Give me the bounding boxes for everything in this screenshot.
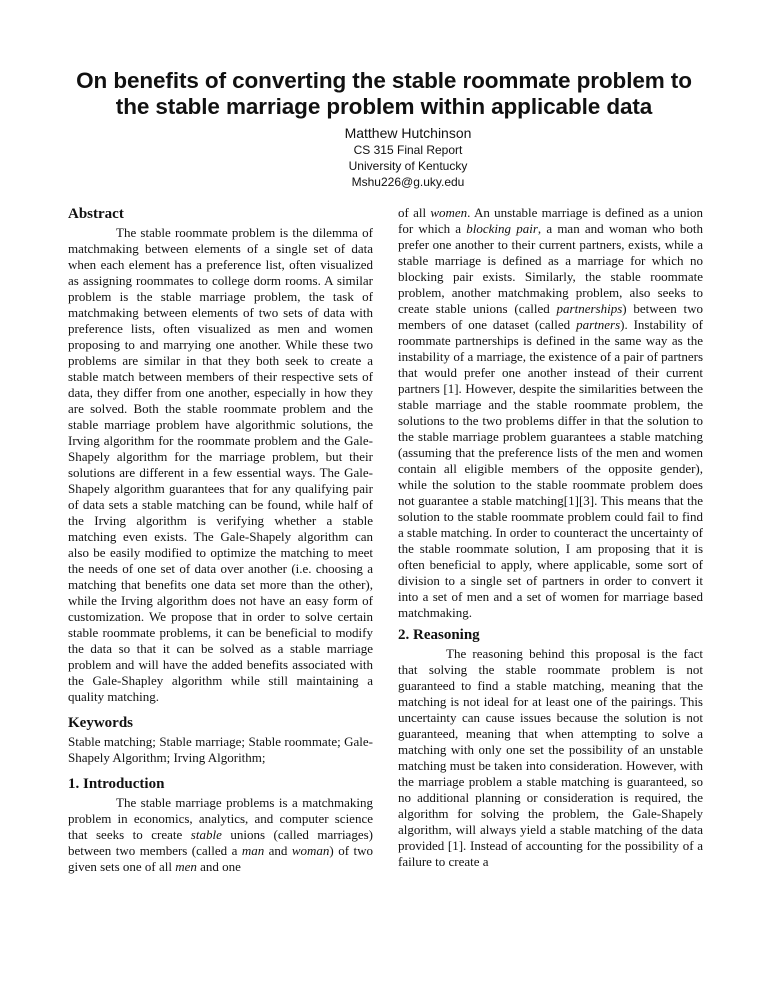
introduction-text <box>68 795 373 875</box>
reasoning-heading: 2. Reasoning <box>398 627 480 643</box>
emphasized-term: men <box>175 859 197 874</box>
intro-text-segment: and one <box>196 859 241 874</box>
abstract-text: The stable roommate problem is the dilemma of matchmaking between elements of a single set of data when each element has a preference list, often visualized as assigning roommates to college dorm rooms. A similar problem is the stable marriage problem, the task of matchmaking between elements of two sets of data with preference lists, often visualized as men and women proposing to and marrying one another. While these two problems are similar in that they both seek to create a stable match between members of their respective sets of data, they differ from one another, especially in how they are solved. Both the stable roommate problem and the stable marriage problem have algorithmic solutions, the Irving algorithm for the roommate problem and the Gale-Shapely algorithm for the marriage problem, but their solutions are different in a few essential ways. The Gale-Shapely algorithm guarantees that for any qualifying pair of data sets a stable matching can be found, while half of the Irving algorithm is verifying whether a stable matching even exists. The Gale-Shapely algorithm can also be easily modified to optimize the matching to meet the needs of one set of data over another (i.e. choosing a matching that benefits one data set more than the other), while the Irving algorithm does not have an easy form of customization. We propose that in order to solve certain stable roommate problems, it can be beneficial to modify the data so that it can be solved as a stable marriage problem and will have the added benefits associated with the Gale-Shapley algorithm while still maintaining a quality matching. <box>68 225 373 704</box>
intro-text-segment: ) of two given sets one of all <box>68 843 373 874</box>
intro-text-segment: The stable marriage problems is a matchmaking problem in economics, analytics, and computer science that seeks to create <box>68 795 373 842</box>
intro-text-segment: , a man and woman who both prefer one another to their current partners, exists, while a stable marriage is defined as a marriage for which no blocking pair exists. Similarly, the stable roommate problem, another matchmaking problem, also seeks to create stable unions (called <box>398 221 704 316</box>
emphasized-term: woman <box>291 843 330 858</box>
intro-text-segment: ). Instability of roommate partnerships is defined in the same way as the instability of a marriage, the existence of a pair of partners that would prefer one another instead of their current partners [1]. However, despite the similarities between the stable marriage and the stable roommate problem, the solutions to the two problems differ in that the solution to the stable marriage problem guarantees a stable matching (assuming that the preference lists of the men and women contain all eligible members of the opposite gender), while the solution to the stable roommate problem does not guarantee a stable matching[1][3]. This means that the solution to the stable roommate problem could fail to find a stable matching. In order to counteract the uncertainty of the stable roommate solution, I am proposing that it is often beneficial to apply, where applicable, some sort of division to a single set of partners in order to convert it into a set of men and a set of women for marriage based matchmaking. <box>398 317 703 620</box>
intro-text-segment: of all <box>398 205 431 220</box>
author-email: Mshu226@g.uky.edu <box>351 175 465 189</box>
university-line: University of Kentucky <box>348 159 468 173</box>
intro-text-segment: and <box>264 843 292 858</box>
right-column <box>398 205 703 870</box>
course-line: CS 315 Final Report <box>353 143 463 157</box>
abstract-heading: Abstract <box>68 206 124 222</box>
emphasized-term: partnerships <box>556 301 623 316</box>
emphasized-term: blocking pair <box>466 221 538 236</box>
reasoning-text: The reasoning behind this proposal is the fact that solving the stable roommate problem is not guaranteed to find a stable matching, meaning that the matching is not ideal for at least one of the pairings. This uncertainty can cause issues because the solution is not guaranteed, meaning that when attempting to solve a matching with only one set the possibility of an unstable matching must be taken into consideration. However, with the marriage problem a stable matching is guaranteed, so no additional planning or consideration is required, the algorithm for solving the problem, the Gale-Shapely algorithm, will always yield a stable matching of the data provided [1]. Instead of accounting for the possibility of a failure to create a <box>398 646 703 869</box>
emphasized-term: partners <box>576 317 621 332</box>
intro-text-segment: unions (called marriages) between two members (called a <box>68 827 373 858</box>
intro-text-segment: . An unstable marriage is defined as a union for which a <box>398 205 703 236</box>
keywords-text: Stable matching; Stable marriage; Stable roommate; Gale-Shapely Algorithm; Irving Algorithm; <box>68 734 373 765</box>
emphasized-term: man <box>241 843 265 858</box>
emphasized-term: women <box>430 205 468 220</box>
keywords-heading: Keywords <box>68 715 133 731</box>
left-column <box>68 205 373 875</box>
paper-title <box>0 68 768 120</box>
author-block <box>0 124 768 190</box>
introduction-text-continued <box>398 205 703 621</box>
author-name: Matthew Hutchinson <box>344 125 472 141</box>
title-line-1: On benefits of converting the stable roommate problem to <box>76 68 692 93</box>
introduction-heading: 1. Introduction <box>68 776 165 792</box>
emphasized-term: stable <box>190 827 222 842</box>
intro-text-segment: ) between two members of one dataset (called <box>398 301 703 332</box>
title-line-2: the stable marriage problem within applicable data <box>115 94 653 119</box>
